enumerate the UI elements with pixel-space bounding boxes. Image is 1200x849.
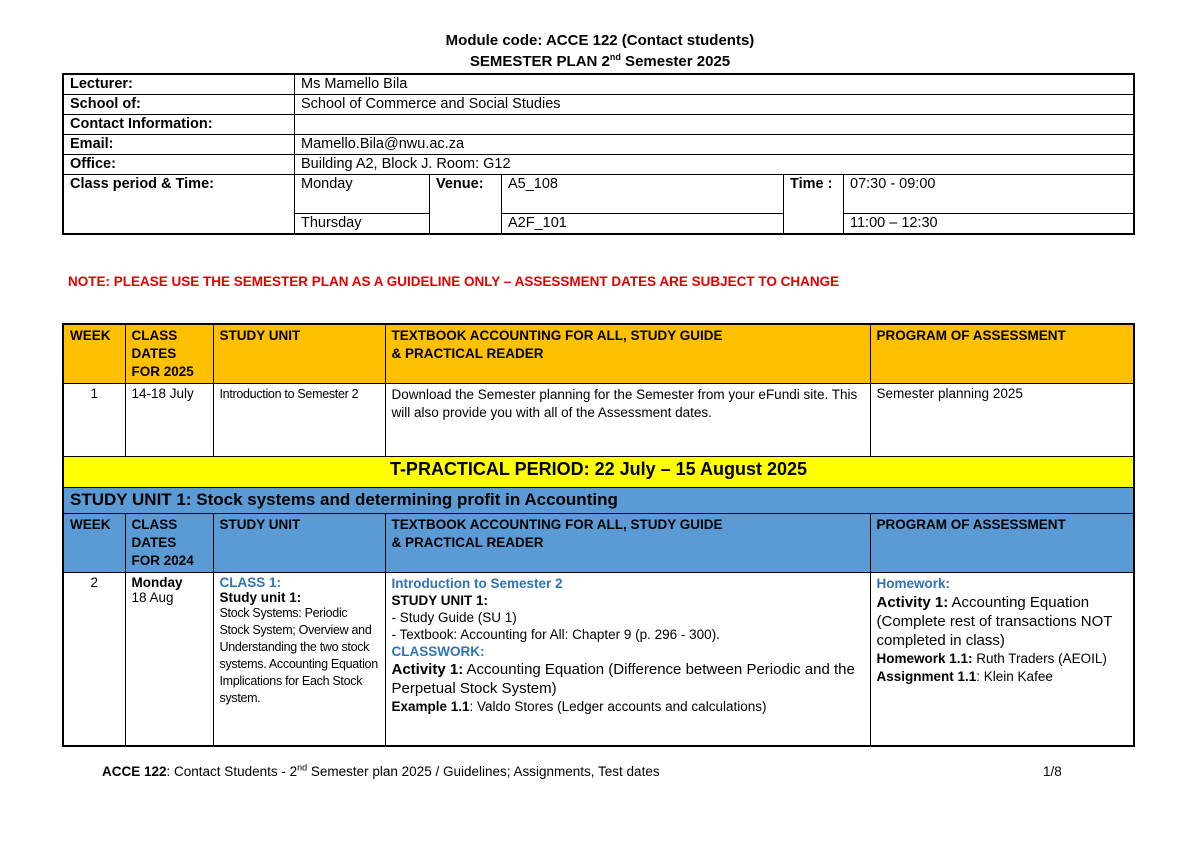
lecturer-info-table [62, 73, 1135, 235]
row1-dates: 14-18 July [125, 384, 213, 457]
study-unit-title: : Stock systems and determining profit in Accounting [185, 490, 618, 509]
semester-plan-table [62, 323, 1135, 747]
day-thursday: Thursday [295, 214, 430, 235]
office-label: Office: [63, 155, 295, 175]
lecturer-value: Ms Mamello Bila [295, 74, 1135, 95]
semester-plan-title [0, 53, 1200, 70]
row2-day: Monday [131, 575, 183, 590]
row1-unit: Introduction to Semester 2 [213, 384, 385, 457]
row2-sg: - Study Guide (SU 1) [391, 610, 517, 625]
row2-example-label: Example 1.1 [391, 699, 470, 714]
row1-week: 1 [63, 384, 125, 457]
contact-label: Contact Information: [63, 115, 295, 135]
venue-1: A5_108 [502, 175, 784, 214]
plan-header-row-2 [63, 514, 1134, 573]
study-unit-heading [63, 488, 1134, 514]
row2-activity [392, 660, 864, 698]
time-label: Time : [784, 175, 844, 235]
module-title: Module code: ACCE 122 (Contact students) [445, 32, 755, 49]
row2-example-text: : Valdo Stores (Ledger accounts and calculations) [469, 699, 767, 714]
study-unit-row [63, 488, 1134, 514]
row2-as11 [877, 668, 1128, 686]
class-period-label: Class period & Time: [63, 175, 295, 235]
col-textbook [385, 324, 870, 384]
col-assessment-2: PROGRAM OF ASSESSMENT [870, 514, 1134, 573]
col-textbook-2-line1: TEXTBOOK ACCOUNTING FOR ALL, STUDY GUIDE [391, 517, 723, 532]
col-textbook-line2: & PRACTICAL READER [391, 346, 544, 361]
row2-su-label: Study unit 1: [219, 590, 302, 605]
row2-class: CLASS 1: [219, 575, 282, 590]
practical-period-row [63, 457, 1134, 488]
title-pre: SEMESTER PLAN 2 [469, 53, 610, 70]
row2-assessment [870, 573, 1134, 747]
col-dates-2: CLASS DATES FOR 2024 [125, 514, 213, 573]
venue-label: Venue: [430, 175, 502, 235]
row2-activity-text: Accounting Equation (Difference between Periodic and the Perpetual Stock System) [391, 661, 855, 697]
col-textbook-2 [385, 514, 870, 573]
email-value: Mamello.Bila@nwu.ac.za [295, 135, 1135, 155]
row2-intro: Introduction to Semester 2 [391, 576, 563, 591]
title-sup: nd [609, 52, 621, 62]
row2-hw-act-text: Accounting Equation (Complete rest of transactions NOT completed in class) [876, 594, 1113, 649]
row2-as11-text: : Klein Kafee [976, 669, 1053, 684]
page-footer [102, 764, 660, 779]
school-value: School of Commerce and Social Studies [295, 95, 1135, 115]
col-week-2: WEEK [63, 514, 125, 573]
study-unit-label: STUDY UNIT 1 [70, 490, 186, 509]
col-assessment: PROGRAM OF ASSESSMENT [870, 324, 1134, 384]
row2-su-text: Stock Systems: Periodic Stock System; Overview and Understanding the two stock systems. Accounting Equation Implications for Each Stock system. [219, 606, 378, 705]
office-value: Building A2, Block J. Room: G12 [295, 155, 1135, 175]
row1-textbook: Download the Semester planning for the Semester from your eFundi site. This will also provide you with all of the Assessment dates. [385, 384, 870, 457]
row2-unit [213, 573, 385, 747]
row2-hw-label: Homework: [876, 576, 951, 591]
guideline-note: NOTE: PLEASE USE THE SEMESTER PLAN AS A GUIDELINE ONLY – ASSESSMENT DATES ARE SUBJECT TO CHANGE [68, 274, 840, 289]
contact-value [295, 115, 1135, 135]
practical-period: T-PRACTICAL PERIOD: 22 July – 15 August 2025 [63, 457, 1134, 488]
col-textbook-line1: TEXTBOOK ACCOUNTING FOR ALL, STUDY GUIDE [391, 328, 723, 343]
page-number: 1/8 [1043, 764, 1062, 779]
row2-hw-act-label: Activity 1: [876, 594, 949, 611]
footer-text-post: Semester plan 2025 / Guidelines; Assignments, Test dates [307, 764, 660, 779]
col-dates: CLASS DATES FOR 2025 [125, 324, 213, 384]
row2-date: 18 Aug [131, 590, 174, 605]
row2-example [392, 698, 864, 715]
row2-hw11 [877, 650, 1128, 668]
title-post: Semester 2025 [620, 53, 731, 70]
table-row [63, 573, 1134, 747]
footer-sup: nd [297, 762, 308, 773]
row1-assessment: Semester planning 2025 [870, 384, 1134, 457]
day-monday: Monday [295, 175, 430, 214]
time-2: 11:00 – 12:30 [844, 214, 1135, 235]
row2-su1: STUDY UNIT 1: [391, 593, 489, 608]
row2-hw-activity [877, 593, 1128, 650]
footer-code: ACCE 122 [102, 764, 167, 779]
col-unit-2: STUDY UNIT [213, 514, 385, 573]
venue-2: A2F_101 [502, 214, 784, 235]
col-unit: STUDY UNIT [213, 324, 385, 384]
row2-hw11-text: Ruth Traders (AEOIL) [972, 651, 1107, 666]
plan-header-row [63, 324, 1134, 384]
row2-as11-label: Assignment 1.1 [876, 669, 977, 684]
row2-hw11-label: Homework 1.1: [876, 651, 973, 666]
row2-activity-label: Activity 1: [391, 661, 464, 678]
row2-week: 2 [63, 573, 125, 747]
col-week: WEEK [63, 324, 125, 384]
lecturer-label: Lecturer: [63, 74, 295, 95]
email-label: Email: [63, 135, 295, 155]
row2-dates [125, 573, 213, 747]
footer-text-pre: : Contact Students - 2 [166, 764, 298, 779]
table-row [63, 384, 1134, 457]
row2-tb: - Textbook: Accounting for All: Chapter 9 (p. 296 - 300). [391, 627, 720, 642]
time-1: 07:30 - 09:00 [844, 175, 1135, 214]
row2-textbook [385, 573, 870, 747]
school-label: School of: [63, 95, 295, 115]
row2-classwork: CLASSWORK: [391, 644, 485, 659]
col-textbook-2-line2: & PRACTICAL READER [391, 535, 544, 550]
